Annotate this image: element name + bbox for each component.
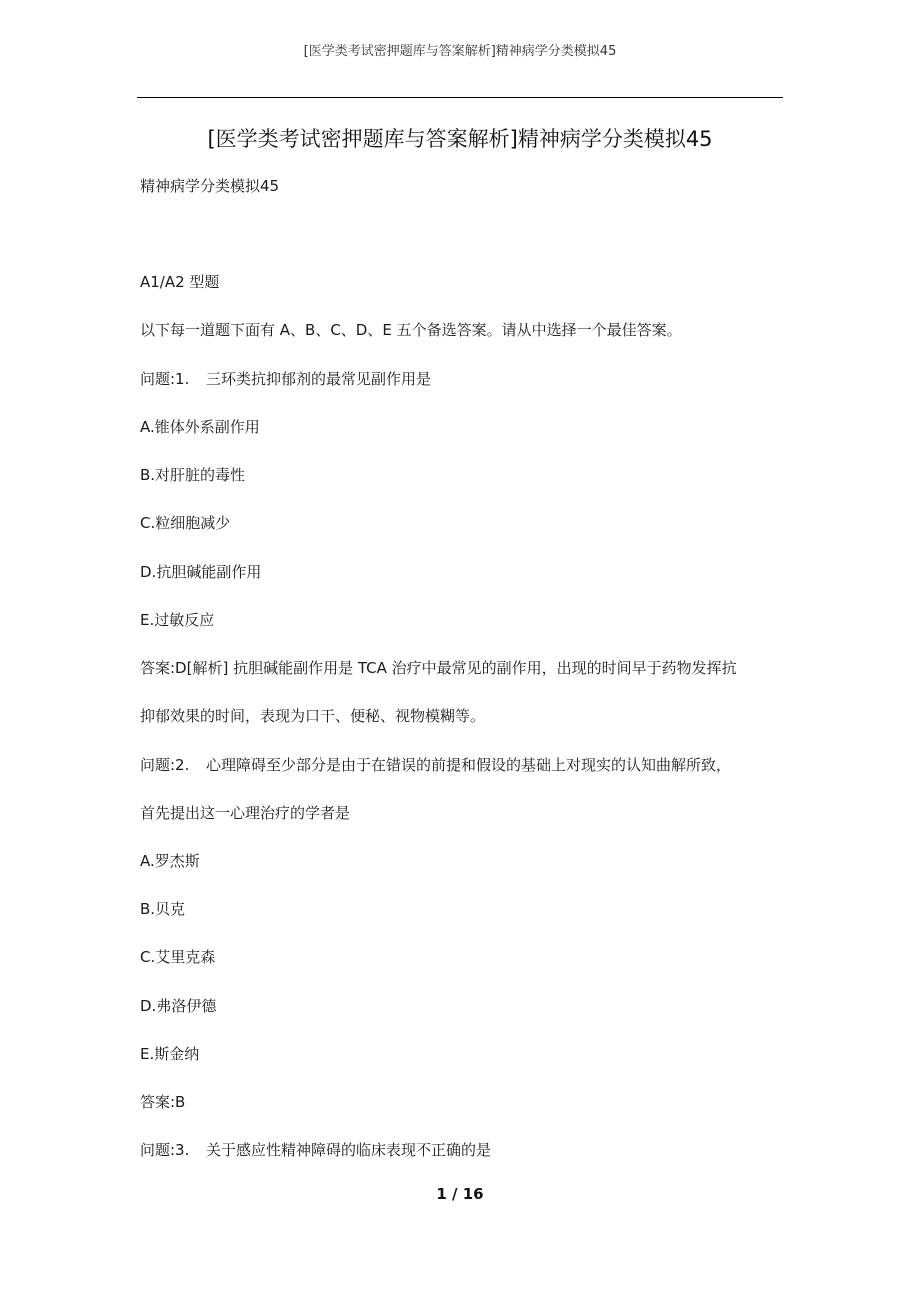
header-divider	[137, 97, 783, 98]
question-number: 问题:1.	[140, 370, 190, 388]
option-b: B.对肝脏的毒性	[140, 466, 246, 484]
running-header: [医学类考试密押题库与答案解析]精神病学分类模拟45	[303, 44, 617, 59]
option-c: C.粒细胞减少	[140, 514, 231, 532]
option-b: B.贝克	[140, 900, 186, 918]
question-2	[140, 754, 731, 776]
answer-line: 抑郁效果的时间，表现为口干、便秘、视物模糊等。	[140, 707, 486, 725]
question-stem: 关于感应性精神障碍的临床表现不正确的是	[206, 1141, 492, 1159]
option-a: A.锥体外系副作用	[140, 418, 260, 436]
option-c: C.艾里克森	[140, 948, 216, 966]
document-title: [医学类考试密押题库与答案解析]精神病学分类模拟45	[207, 127, 713, 151]
option-a: A.罗杰斯	[140, 852, 200, 870]
option-d: D.弗洛伊德	[140, 997, 217, 1015]
question-stem: 三环类抗抑郁剂的最常见副作用是	[206, 370, 432, 388]
answer-line: 答案:B	[140, 1093, 186, 1111]
question-number: 问题:2.	[140, 756, 190, 774]
answer-line: 答案:D[解析] 抗胆碱能副作用是 TCA 治疗中最常见的副作用，出现的时间早于药物发挥抗	[140, 659, 737, 677]
question-number: 问题:3.	[140, 1141, 190, 1159]
document-subtitle: 精神病学分类模拟45	[140, 177, 280, 195]
question-stem-continued: 首先提出这一心理治疗的学者是	[140, 804, 351, 822]
section-type: A1/A2 型题	[140, 273, 220, 291]
option-e: E.斯金纳	[140, 1045, 200, 1063]
question-3	[140, 1139, 491, 1161]
page-number: 1 / 16	[436, 1185, 484, 1203]
question-stem: 心理障碍至少部分是由于在错误的前提和假设的基础上对现实的认知曲解所致，	[206, 756, 732, 774]
instruction: 以下每一道题下面有 A、B、C、D、E 五个备选答案。请从中选择一个最佳答案。	[140, 321, 682, 339]
option-d: D.抗胆碱能副作用	[140, 563, 262, 581]
option-e: E.过敏反应	[140, 611, 215, 629]
question-1	[140, 368, 431, 390]
